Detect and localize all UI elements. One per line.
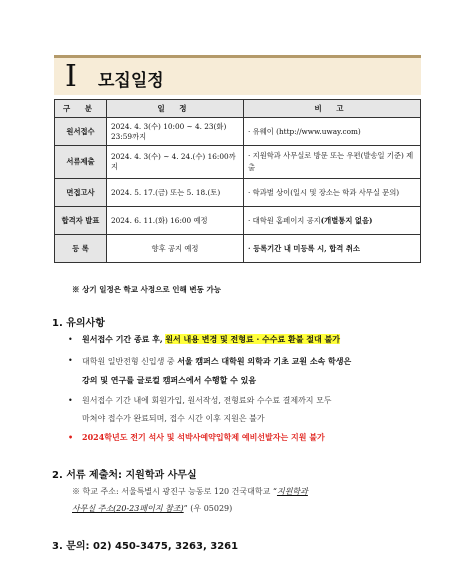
bullet-icon: •: [68, 356, 73, 365]
row-label: 원서접수: [55, 118, 107, 146]
bullet-text-bold: 강의 및 연구를 글로컬 캠퍼스에서 수행할 수 있음: [82, 375, 257, 385]
address-text-italic: 사무실 주소(20-23페이지 참조): [72, 504, 184, 513]
row-date: 2024. 6. 11.(화) 16:00 예정: [107, 207, 244, 235]
table-row: [55, 146, 421, 179]
row-label: 서류제출: [55, 146, 107, 179]
bullet-text: 마쳐야 접수가 완료되며, 접수 시간 이후 지원은 불가: [82, 414, 265, 423]
bullet-text: 원서접수 기간 종료 후,: [82, 334, 163, 344]
list-item: [68, 431, 418, 444]
row-label: 등 록: [55, 235, 107, 263]
header-remarks: 비 고: [244, 100, 421, 118]
header-category: 구 분: [55, 100, 107, 118]
bullet-text-bold: 서울 캠퍼스 대학원 의학과 기초 교원 소속 학생은: [177, 356, 352, 366]
row-label: 합격자 발표: [55, 207, 107, 235]
row-note: · 학과별 상이(일시 및 장소는 학과 사무실 문의): [244, 179, 421, 207]
section1-heading: 1. 유의사항: [52, 318, 105, 329]
bullet-text-red: 2024학년도 전기 석사 및 석박사예약입학제 예비선발자는 지원 불가: [82, 432, 325, 442]
row-date: 향후 공지 예정: [107, 235, 244, 263]
row-label: 면접고사: [55, 179, 107, 207]
schedule-note: ※ 상기 일정은 학교 사정으로 인해 변동 가능: [72, 285, 221, 294]
address-note: [72, 483, 418, 517]
row-note: · 유웨이 (http://www.uway.com): [244, 118, 421, 146]
table-header-row: [55, 100, 421, 118]
schedule-table: [54, 99, 421, 263]
address-text-italic: 지원학과: [276, 487, 308, 496]
header-schedule: 일 정: [107, 100, 244, 118]
section-number: I: [65, 59, 77, 94]
address-text: ※ 학교 주소: 서울특별시 광진구 능동로 120 건국대학교 “: [72, 487, 277, 496]
bullet-icon: •: [68, 335, 73, 344]
section-title: 모집일정: [98, 71, 164, 91]
row-date: 2024. 4. 3(수) ~ 4. 24.(수) 16:00까지: [107, 146, 244, 179]
section3-heading: 3. 문의: 02) 450-3475, 3263, 3261: [52, 541, 239, 552]
list-item: [68, 352, 418, 390]
table-row: [55, 207, 421, 235]
table-row: [55, 235, 421, 263]
list-item: [68, 392, 418, 428]
table-row: [55, 118, 421, 146]
bullet-text: 원서접수 기간 내에 회원가입, 원서작성, 전형료와 수수료 결제까지 모두: [82, 396, 332, 405]
row-note: [244, 207, 421, 235]
bullet-icon: •: [68, 432, 74, 442]
table-row: [55, 179, 421, 207]
row-note-bold: (개별통지 없음): [320, 215, 373, 225]
highlight-text: 원서 내용 변경 및 전형료 · 수수료 환불 절대 불가: [165, 334, 340, 344]
section-banner: [54, 55, 421, 95]
section2-heading: 2. 서류 제출처: 지원학과 사무실: [52, 470, 197, 481]
row-date: 2024. 5. 17.(금) 또는 5. 18.(토): [107, 179, 244, 207]
row-note-text: · 대학원 홈페이지 공지: [248, 215, 321, 225]
row-note: · 지원학과 사무실로 방문 또는 우편(발송일 기준) 제출: [244, 146, 421, 179]
row-date: 2024. 4. 3(수) 10:00 ~ 4. 23(화) 23:59까지: [107, 118, 244, 146]
bullet-icon: •: [68, 396, 73, 405]
list-item: [68, 333, 418, 346]
row-note: · 등록기간 내 미등록 시, 합격 취소: [244, 235, 421, 263]
address-text: ” (우 05029): [183, 504, 233, 513]
bullet-text: 대학원 일반전형 신입생 중: [82, 357, 175, 366]
